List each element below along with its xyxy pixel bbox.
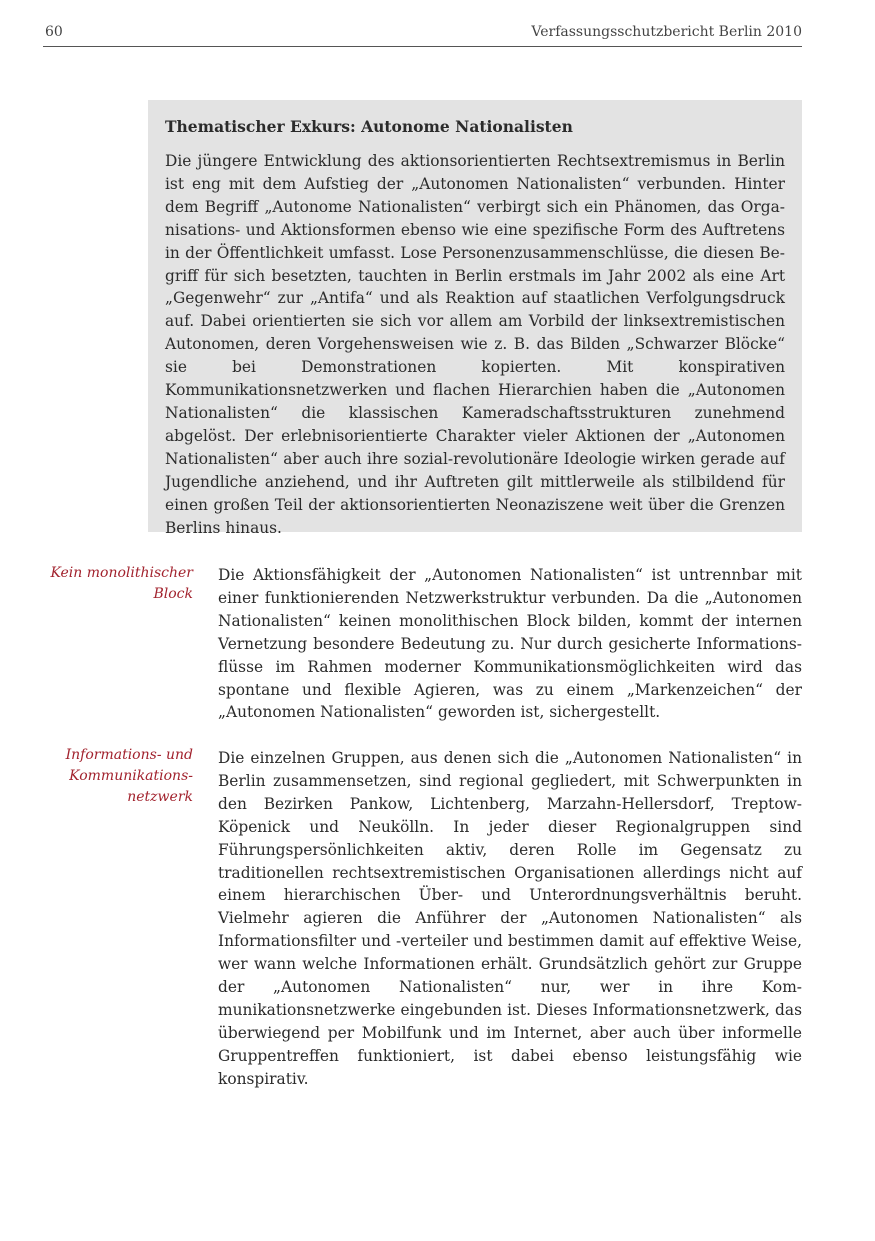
body-paragraph: Die einzelnen Gruppen, aus denen sich die „Autonomen Nationalisten“ in Berlin zusammensetzen, sind regional gegliedert, mit Schwerpunkten in den Bezirken Pankow, Lichtenberg, Marzahn-Hellersdorf, Treptow-Köpenick und Neukölln. In jeder dieser Regionalgruppen sind Führungspersönlichkeiten aktiv, deren Rolle im Gegensatz zu traditionellen rechtsextremistischen Organisationen allerdings nicht auf einem hierarchischen Über- und Unterordnungsverhältnis beruht. Vielmehr agieren die Anführer der „Autonomen Nationalisten“ als Informationsfilter und -verteiler und bestimmen damit auf effektive Weise, wer wann welche Informationen erhält. Grundsätzlich gehört zur Gruppe der „Autonomen Nationalisten“ nur, wer in ihre Kommunikationsnetzwerke eingebunden ist. Dieses Informationsnetzwerk, das überwiegend per Mobilfunk und im Internet, aber auch über informelle Gruppentreffen funktioniert, ist dabei ebenso leistungsfähig wie konspirativ. xyxy=(218,749,802,1088)
excursus-title: Thematischer Exkurs: Autonome Nationalisten xyxy=(165,117,573,136)
margin-note: Informations- und Kommunikationsnetzwerk xyxy=(65,747,193,805)
running-title: Verfassungsschutzbericht Berlin 2010 xyxy=(531,24,802,40)
thematic-excursus-box xyxy=(148,100,802,537)
page-header xyxy=(43,22,802,47)
margin-note: Kein monolithischer Block xyxy=(50,565,193,602)
page-number: 60 xyxy=(45,24,63,40)
body-paragraph: Die Aktionsfähigkeit der „Autonomen Nationalisten“ ist untrennbar mit einer funktionierenden Netzwerkstruktur verbunden. Da die „Autonomen Nationalisten“ keinen monolithischen Block bilden, kommt der internen Vernetzung besondere Bedeutung zu. Nur durch gesicherte Informationsflüsse im Rahmen moderner Kommunikationsmöglichkeiten wird das spontane und flexible Agieren, was zu einem „Markenzeichen“ der „Autonomen Nationalisten“ geworden ist, sichergestellt. xyxy=(218,566,802,722)
excursus-paragraph: Die jüngere Entwicklung des aktionsorientierten Rechtsextremismus in Berlin ist eng mit dem Aufstieg der „Autonomen Nationalisten“ verbunden. Hinter dem Begriff „Autonome Nationalisten“ verbirgt sich ein Phänomen, das Organisations- und Aktionsformen ebenso wie eine spezifische Form des Auftretens in der Öffentlichkeit umfasst. Lose Personenzusammenschlüsse, die diesen Begriff für sich besetzten, tauchten in Berlin erstmals im Jahr 2002 als eine Art „Gegenwehr“ zur „Antifa“ und als Reaktion auf staatlichen Verfolgungsdruck auf. Dabei orientierten sie sich vor allem am Vorbild der linksextremistischen Autonomen, deren Vorgehensweisen wie z. B. das Bilden „Schwarzer Blöcke“ sie bei Demonstrationen kopierten. Mit konspirativen Kommunikationsnetzwerken und flachen Hierarchien haben die „Autonomen Nationalisten“ die klassischen Kameradschaftsstrukturen zunehmend abgelöst. Der erlebnisorientierte Charakter vieler Aktionen der „Autonomen Nationalisten“ aber auch ihre sozial-revolutionäre Ideologie wirken gerade auf Jugendliche anziehend, und ihr Auftreten gilt mittlerweile als stilbildend für einen großen Teil der aktionsorientierten Neonaziszene weit über die Grenzen Berlins hinaus. xyxy=(165,152,785,537)
